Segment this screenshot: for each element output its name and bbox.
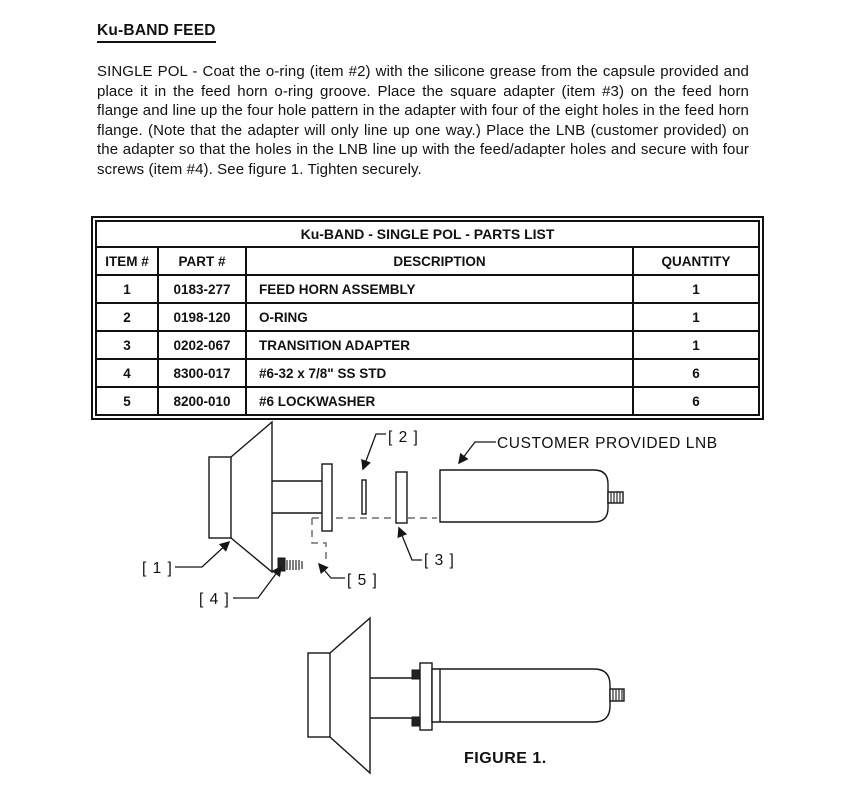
callout-5: [ 5 ] — [347, 572, 378, 589]
assembly-diagram — [0, 415, 844, 812]
section-title — [97, 22, 216, 43]
screw-head-bottom — [412, 717, 420, 726]
cell-description: TRANSITION ADAPTER — [246, 331, 633, 359]
cell-item: 5 — [96, 387, 158, 415]
lnb-drawing — [440, 470, 623, 522]
cell-item: 1 — [96, 275, 158, 303]
callout-4: [ 4 ] — [199, 591, 230, 608]
table-title-row — [96, 221, 759, 247]
cell-description: #6 LOCKWASHER — [246, 387, 633, 415]
cell-description: O-RING — [246, 303, 633, 331]
o-ring-drawing — [362, 480, 366, 514]
feed-horn-drawing — [209, 422, 332, 572]
table-row — [96, 275, 759, 303]
figure-caption: FIGURE 1. — [464, 750, 547, 767]
callout-3: [ 3 ] — [424, 552, 455, 569]
cell-part: 0198-120 — [158, 303, 246, 331]
table-row — [96, 331, 759, 359]
screw-drawing — [278, 558, 302, 571]
parts-table-grid — [95, 220, 760, 416]
cell-quantity: 6 — [633, 387, 759, 415]
table-row — [96, 359, 759, 387]
table-row — [96, 387, 759, 415]
cell-description: #6-32 x 7/8" SS STD — [246, 359, 633, 387]
cell-part: 8200-010 — [158, 387, 246, 415]
col-header-part: PART # — [158, 247, 246, 275]
cell-part: 8300-017 — [158, 359, 246, 387]
col-header-description: DESCRIPTION — [246, 247, 633, 275]
cell-quantity: 1 — [633, 303, 759, 331]
cell-item: 2 — [96, 303, 158, 331]
parts-table — [91, 216, 764, 420]
cell-quantity: 6 — [633, 359, 759, 387]
table-header-row — [96, 247, 759, 275]
adapter-drawing — [396, 472, 407, 523]
screw-head-top — [412, 670, 420, 679]
cell-item: 3 — [96, 331, 158, 359]
col-header-item: ITEM # — [96, 247, 158, 275]
cell-quantity: 1 — [633, 331, 759, 359]
lnb-label: CUSTOMER PROVIDED LNB — [497, 435, 718, 452]
callout-2: [ 2 ] — [388, 429, 419, 446]
cell-part: 0183-277 — [158, 275, 246, 303]
assembled-view-drawing — [308, 618, 624, 773]
cell-item: 4 — [96, 359, 158, 387]
cell-part: 0202-067 — [158, 331, 246, 359]
cell-description: FEED HORN ASSEMBLY — [246, 275, 633, 303]
col-header-quantity: QUANTITY — [633, 247, 759, 275]
instructions-paragraph: SINGLE POL - Coat the o-ring (item #2) with the silicone grease from the capsule provided and place it in the feed horn o-ring groove. Place the square adapter (item #3) on the feed horn flange and line up the four hole pattern in the adapter with four of the eight holes in the feed horn flange. (Note that the adapter will only line up one way.) Place the LNB (customer provided) on the adapter so that the holes in the LNB line up with the feed/adapter holes and secure with four screws (item #4). See figure 1. Tighten securely. — [97, 63, 749, 178]
callout-1: [ 1 ] — [142, 560, 173, 577]
section-title-text: Ku-BAND FEED — [97, 22, 216, 43]
lnb-assembled-drawing — [432, 669, 624, 722]
table-row — [96, 303, 759, 331]
exploded-view-drawing — [142, 422, 718, 608]
table-title: Ku-BAND - SINGLE POL - PARTS LIST — [96, 221, 759, 247]
cell-quantity: 1 — [633, 275, 759, 303]
